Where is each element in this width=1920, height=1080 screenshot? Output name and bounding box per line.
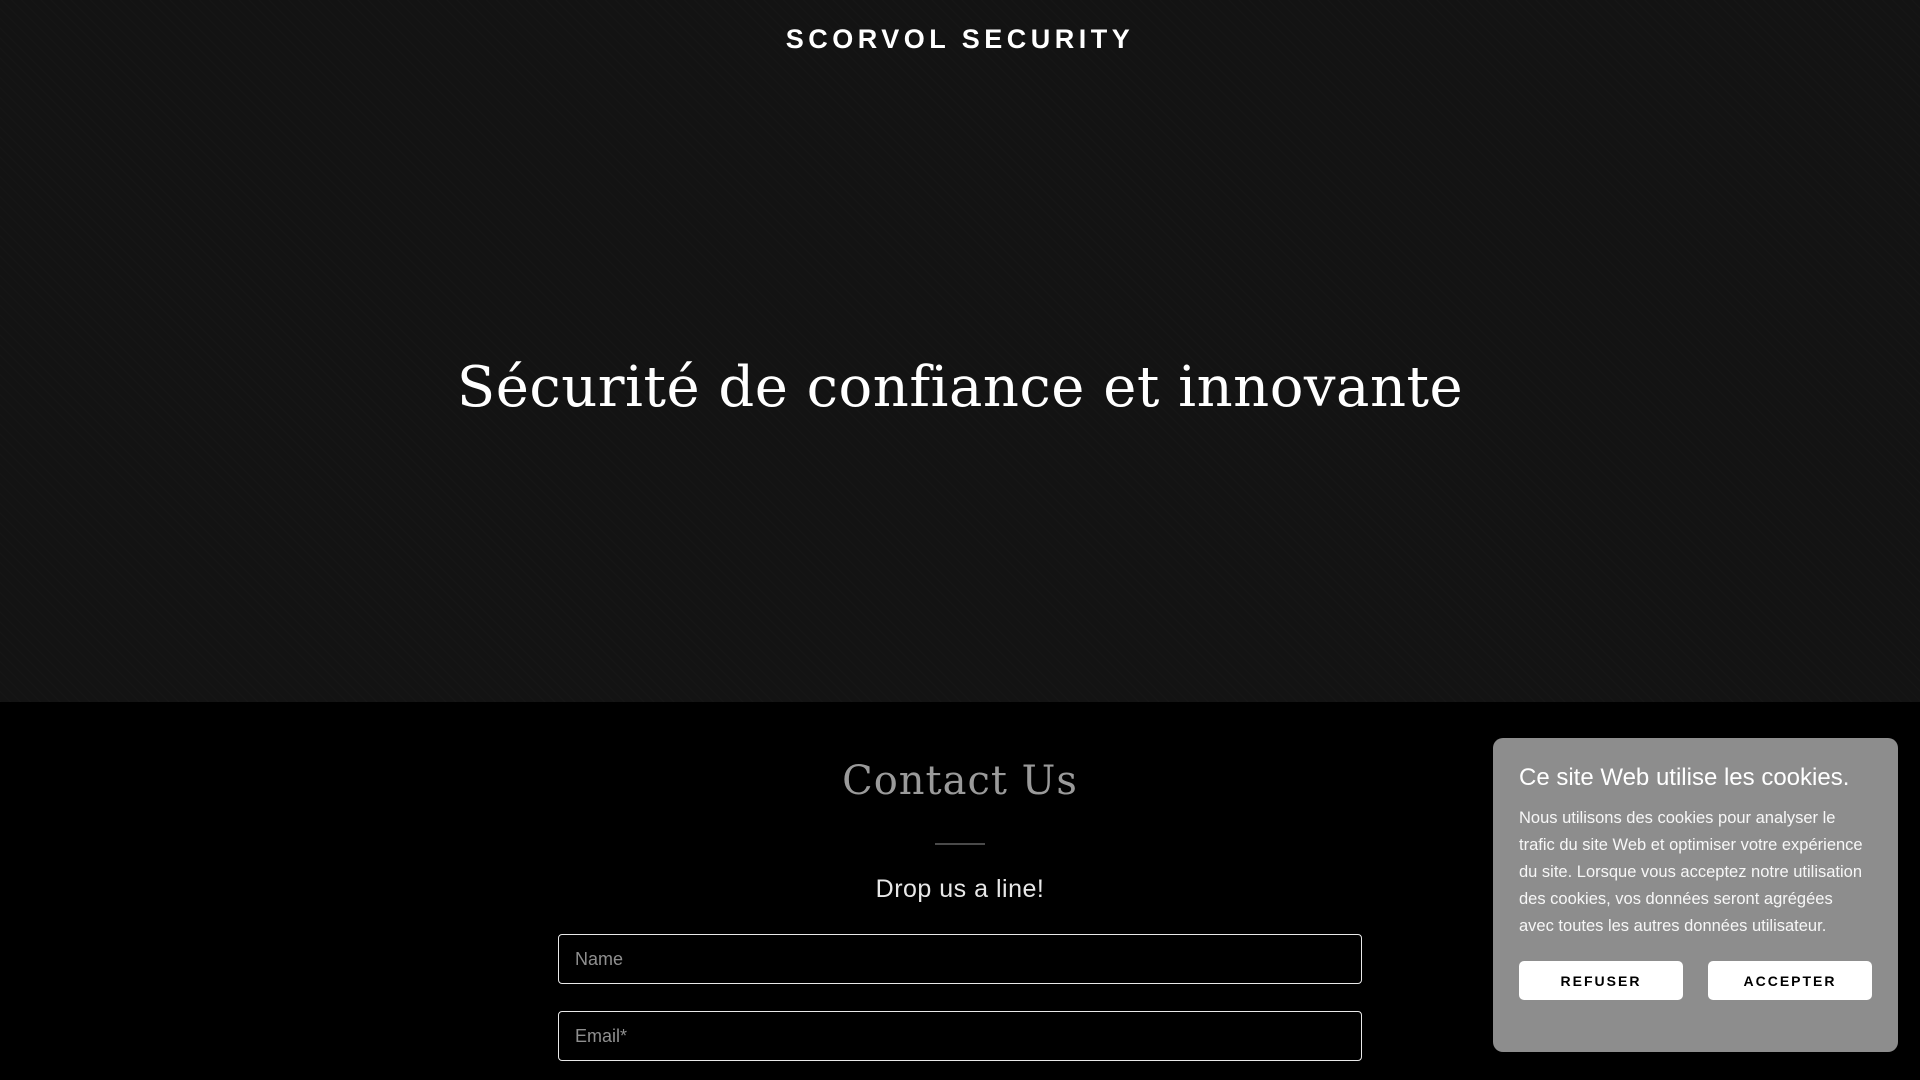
refuse-cookies-button[interactable]: REFUSER — [1519, 961, 1683, 1000]
hero-heading: Sécurité de confiance et innovante — [456, 355, 1464, 420]
contact-subtitle: Drop us a line! — [875, 875, 1045, 903]
divider — [935, 843, 985, 845]
email-input[interactable] — [558, 1011, 1362, 1061]
contact-title: Contact Us — [842, 758, 1078, 804]
cookie-banner — [1493, 738, 1898, 1052]
site-header — [0, 0, 1920, 55]
contact-form — [558, 934, 1362, 1061]
site-logo[interactable]: SCORVOL SECURITY — [785, 24, 1135, 54]
cookie-banner-title: Ce site Web utilise les cookies. — [1519, 764, 1850, 791]
accept-cookies-button[interactable]: ACCEPTER — [1708, 961, 1872, 1000]
name-input[interactable] — [558, 934, 1362, 984]
cookie-banner-body: Nous utilisons des cookies pour analyser le trafic du site Web et optimiser votre expérience du site. Lorsque vous acceptez notre utilisation des cookies, vos données seront agrégées avec toutes les autres données utilisateur. — [1519, 809, 1863, 935]
cookie-banner-actions — [1519, 961, 1872, 1000]
